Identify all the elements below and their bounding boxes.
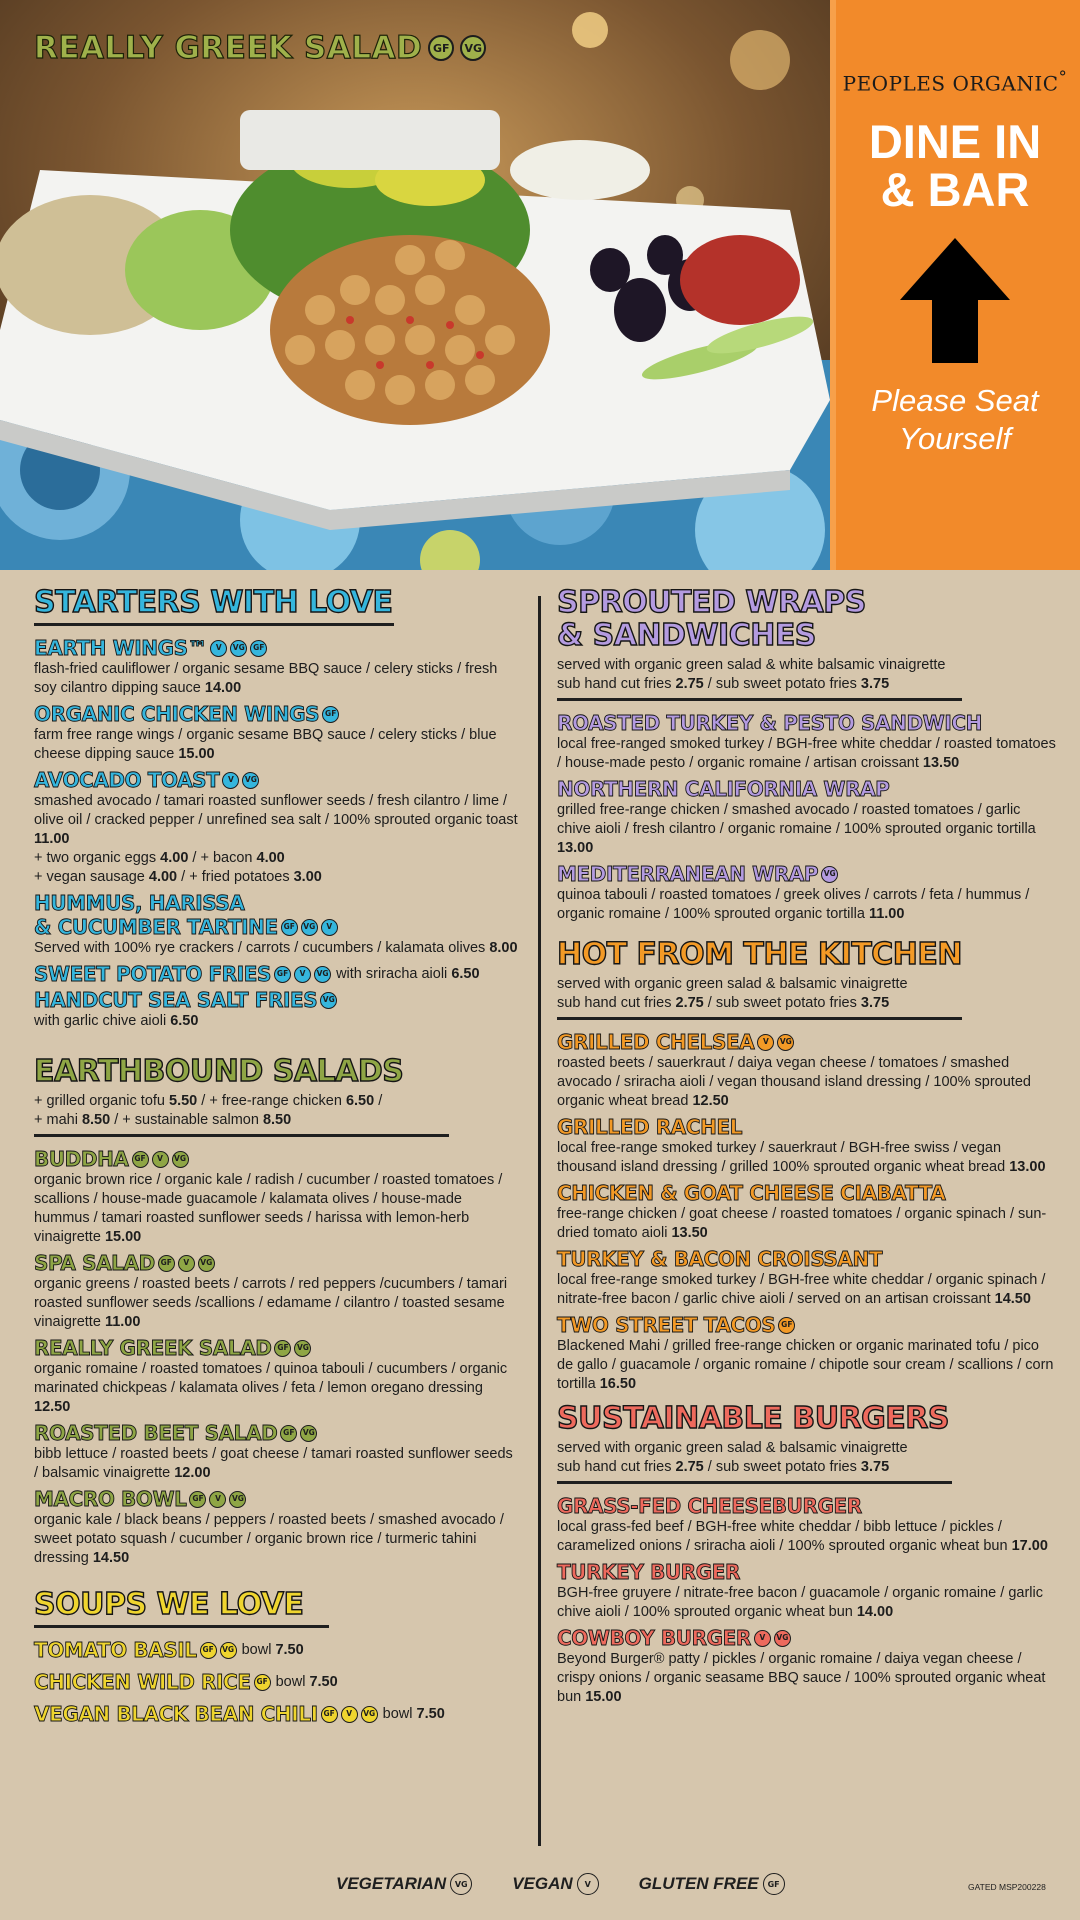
item-name: HUMMUS, HARISSA bbox=[34, 891, 245, 915]
hero-title-text: REALLY GREEK SALAD bbox=[34, 30, 423, 66]
gluten-free-badge-icon: GF bbox=[132, 1151, 149, 1168]
item-description: organic greens / roasted beets / carrots / red peppers /cucumbers / tamari roasted sunflower seeds /scallions / edamame / cilantro / toasted sesame vinaigrette bbox=[34, 1276, 508, 1330]
item-price: 16.50 bbox=[599, 1376, 637, 1392]
item-price: 15.00 bbox=[585, 1689, 622, 1705]
section-title-burgers: SUSTAINABLE BURGERS bbox=[557, 1401, 949, 1436]
vegetarian-badge-icon: VG bbox=[450, 1873, 472, 1895]
vegan-badge-icon: V bbox=[152, 1151, 169, 1168]
item-name: TURKEY BURGER bbox=[557, 1560, 741, 1584]
right-column bbox=[557, 586, 1057, 1711]
gluten-free-badge-icon: GF bbox=[778, 1317, 795, 1334]
item-price: 8.00 bbox=[489, 940, 518, 956]
item-name: GRILLED RACHEL bbox=[557, 1115, 743, 1139]
menu-item-chicken-wild-rice bbox=[34, 1670, 519, 1694]
item-name: TURKEY & BACON CROISSANT bbox=[557, 1247, 883, 1271]
vegetarian-badge-icon: VG bbox=[314, 966, 331, 983]
menu-item-macro-bowl bbox=[34, 1487, 519, 1568]
hero-title bbox=[34, 30, 486, 66]
item-name: ROASTED BEET SALAD bbox=[34, 1421, 278, 1445]
seat-yourself-note: Please Seat Yourself bbox=[871, 383, 1039, 456]
section-title-wraps: SPROUTED WRAPS & SANDWICHES bbox=[557, 585, 866, 653]
section-intro: + grilled organic tofu 5.50 / + free-range chicken 6.50 / + mahi 8.50 / + sustainable salmon 8.50 bbox=[34, 1093, 383, 1128]
section-rule bbox=[34, 623, 394, 626]
item-name: GRILLED CHELSEA bbox=[557, 1030, 755, 1054]
item-description: Blackened Mahi / grilled free-range chicken or organic marinated tofu / pico de gallo / guacamole / organic romaine / chipotle sour cream / scallions / corn tortilla bbox=[557, 1338, 1054, 1392]
menu-item-roasted-beet-salad bbox=[34, 1421, 519, 1483]
item-price: 6.50 bbox=[451, 966, 480, 982]
item-name: NORTHERN CALIFORNIA WRAP bbox=[557, 777, 890, 801]
vegetarian-badge-icon: VG bbox=[220, 1642, 237, 1659]
item-description: flash-fried cauliflower / organic sesame BBQ sauce / celery sticks / fresh soy cilantro dipping sauce bbox=[34, 661, 498, 696]
section-rule bbox=[557, 698, 962, 701]
gluten-free-badge-icon: GF bbox=[763, 1873, 785, 1895]
item-description: free-range chicken / goat cheese / roasted tomatoes / organic spinach / sun-dried tomato aioli bbox=[557, 1206, 1047, 1241]
item-price: 13.50 bbox=[922, 755, 960, 771]
item-description: grilled free-range chicken / smashed avocado / roasted tomatoes / garlic chive aioli / fresh cilantro / organic romaine / 100% sprouted organic tortilla bbox=[557, 802, 1036, 837]
hero-photo bbox=[0, 0, 830, 570]
item-description: organic kale / black beans / peppers / roasted beets / smashed avocado / sweet potato squash / cucumber / organic brown rice / turmeric tahini dressing bbox=[34, 1512, 504, 1566]
item-price: 17.00 bbox=[1011, 1538, 1048, 1554]
vegan-badge-icon: V bbox=[210, 640, 227, 657]
item-description: BGH-free gruyere / nitrate-free bacon / guacamole / organic romaine / garlic chive aioli / 100% sprouted organic wheat bun bbox=[557, 1585, 1043, 1620]
menu-item-cowboy-burger bbox=[557, 1626, 1057, 1707]
menu-item-turkey-burger bbox=[557, 1560, 1057, 1622]
menu-item-hummus-tartine bbox=[34, 891, 519, 958]
vegan-badge-icon: V bbox=[757, 1034, 774, 1051]
section-title-salads: EARTHBOUND SALADS bbox=[34, 1054, 404, 1089]
item-name: CHICKEN & GOAT CHEESE CIABATTA bbox=[557, 1181, 946, 1205]
item-name: MACRO BOWL bbox=[34, 1487, 187, 1511]
section-title-starters: STARTERS WITH LOVE bbox=[34, 585, 393, 620]
item-description: with garlic chive aioli bbox=[34, 1013, 167, 1029]
diet-legend bbox=[336, 1873, 785, 1895]
item-price: 13.00 bbox=[557, 840, 594, 856]
dine-in-panel bbox=[830, 0, 1080, 570]
menu-item-sweet-potato-fries bbox=[34, 962, 519, 986]
item-description: local free-ranged smoked turkey / BGH-free white cheddar / roasted tomatoes / house-made pesto / organic romaine / artisan croissant bbox=[557, 736, 1056, 771]
vegan-badge-icon: V bbox=[209, 1491, 226, 1508]
item-price: 11.00 bbox=[104, 1314, 141, 1330]
item-name: COWBOY BURGER bbox=[557, 1626, 751, 1650]
vegan-badge-icon: V bbox=[178, 1255, 195, 1272]
section-rule bbox=[557, 1481, 952, 1484]
item-price: 7.50 bbox=[309, 1674, 338, 1690]
item-price: 12.50 bbox=[692, 1093, 729, 1109]
item-price: 14.50 bbox=[994, 1291, 1031, 1307]
gluten-free-badge-icon: GF bbox=[281, 919, 298, 936]
menu-item-handcut-fries bbox=[34, 988, 519, 1031]
vegetarian-badge-icon: VG bbox=[460, 35, 486, 61]
item-name: TWO STREET TACOS bbox=[557, 1313, 776, 1337]
menu-item-turkey-pesto-sandwich bbox=[557, 711, 1057, 773]
legend-gluten-free: GLUTEN FREE GF bbox=[639, 1873, 785, 1895]
vegetarian-badge-icon: VG bbox=[821, 866, 838, 883]
item-description: local free-range smoked turkey / sauerkraut / BGH-free swiss / vegan thousand island dressing / grilled 100% sprouted organic wheat bread bbox=[557, 1140, 1006, 1175]
vegetarian-badge-icon: VG bbox=[777, 1034, 794, 1051]
item-price: 11.00 bbox=[34, 831, 70, 847]
item-name: ORGANIC CHICKEN WINGS bbox=[34, 702, 320, 726]
vegetarian-badge-icon: VG bbox=[774, 1630, 791, 1647]
item-description: bowl bbox=[275, 1674, 306, 1690]
menu-item-earth-wings bbox=[34, 636, 519, 698]
item-name: TOMATO BASIL bbox=[34, 1638, 197, 1662]
item-description: with sriracha aioli bbox=[336, 966, 448, 982]
addon: + vegan sausage bbox=[34, 869, 145, 885]
column-divider bbox=[538, 596, 541, 1846]
item-name: REALLY GREEK SALAD bbox=[34, 1336, 272, 1360]
gluten-free-badge-icon: GF bbox=[274, 966, 291, 983]
item-name: EARTH WINGS™ bbox=[34, 636, 208, 660]
vegetarian-badge-icon: VG bbox=[301, 919, 318, 936]
menu-item-buddha bbox=[34, 1147, 519, 1247]
item-price: 7.50 bbox=[275, 1642, 304, 1658]
section-intro: served with organic green salad & balsamic vinaigrette sub hand cut fries 2.75 / sub sweet potato fries 3.75 bbox=[557, 976, 908, 1011]
item-description: smashed avocado / tamari roasted sunflower seeds / fresh cilantro / lime / olive oil / cracked pepper / unrefined sea salt / 100% sprouted organic toast bbox=[34, 793, 518, 828]
item-name: MEDITERRANEAN WRAP bbox=[557, 862, 819, 886]
menu-item-spa-salad bbox=[34, 1251, 519, 1332]
vegetarian-badge-icon: VG bbox=[242, 772, 259, 789]
menu-item-chicken-goat-cheese-ciabatta bbox=[557, 1181, 1057, 1243]
item-description: Served with 100% rye crackers / carrots / cucumbers / kalamata olives bbox=[34, 940, 486, 956]
gluten-free-badge-icon: GF bbox=[158, 1255, 175, 1272]
item-price: 14.00 bbox=[204, 680, 242, 696]
item-name: SWEET POTATO FRIES bbox=[34, 962, 272, 986]
item-name: CHICKEN WILD RICE bbox=[34, 1670, 251, 1694]
item-price: 12.00 bbox=[174, 1465, 211, 1481]
gluten-free-badge-icon: GF bbox=[428, 35, 454, 61]
item-name: & CUCUMBER TARTINE bbox=[34, 915, 278, 939]
menu-item-vegan-black-bean-chili bbox=[34, 1702, 519, 1726]
item-description: bowl bbox=[382, 1706, 413, 1722]
section-title-soups: SOUPS WE LOVE bbox=[34, 1587, 304, 1622]
item-price: 15.00 bbox=[178, 746, 215, 762]
gluten-free-badge-icon: GF bbox=[322, 706, 339, 723]
gluten-free-badge-icon: GF bbox=[200, 1642, 217, 1659]
item-description: bowl bbox=[241, 1642, 272, 1658]
vegan-badge-icon: V bbox=[341, 1706, 358, 1723]
section-title-kitchen: HOT FROM THE KITCHEN bbox=[557, 937, 963, 972]
gluten-free-badge-icon: GF bbox=[280, 1425, 297, 1442]
legend-vegan: VEGAN V bbox=[512, 1873, 598, 1895]
item-price: 13.50 bbox=[671, 1225, 708, 1241]
menu-item-mediterranean-wrap bbox=[557, 862, 1057, 924]
item-name: BUDDHA bbox=[34, 1147, 129, 1171]
addon: + two organic eggs bbox=[34, 850, 157, 866]
item-description: organic romaine / roasted tomatoes / quinoa tabouli / cucumbers / organic marinated chickpeas / kalamata olives / feta / lemon oregano dressing bbox=[34, 1361, 508, 1396]
item-name: AVOCADO TOAST bbox=[34, 768, 220, 792]
item-price: 11.00 bbox=[868, 906, 905, 922]
menu-item-two-street-tacos bbox=[557, 1313, 1057, 1394]
up-arrow-icon bbox=[900, 238, 1010, 363]
vegetarian-badge-icon: VG bbox=[300, 1425, 317, 1442]
left-column bbox=[34, 586, 519, 1726]
vegetarian-badge-icon: VG bbox=[320, 992, 337, 1009]
item-name: VEGAN BLACK BEAN CHILI bbox=[34, 1702, 318, 1726]
menu-item-tomato-basil bbox=[34, 1638, 519, 1662]
gluten-free-badge-icon: GF bbox=[321, 1706, 338, 1723]
vegetarian-badge-icon: VG bbox=[198, 1255, 215, 1272]
menu-item-avocado-toast: AVOCADO TOAST V VG smashed avocado / tamari roasted sunflower seeds / fresh cilantro / lime / olive oil / cracked pepper / unrefined sea salt / 100% sprouted organic toast 11.00 + two organic eggs 4.00 / + bacon 4.00 + vegan sausage 4.00 / + fried potatoes 3.00 bbox=[34, 768, 518, 885]
menu-item-organic-chicken-wings bbox=[34, 702, 519, 764]
menu-item-turkey-bacon-croissant bbox=[557, 1247, 1057, 1309]
item-description: local free-range smoked turkey / BGH-free white cheddar / organic spinach / nitrate-free bacon / garlic chive aioli / served on an artisan croissant bbox=[557, 1272, 1046, 1307]
section-intro: served with organic green salad & white balsamic vinaigrette sub hand cut fries 2.75 / sub sweet potato fries 3.75 bbox=[557, 657, 946, 692]
vegetarian-badge-icon: VG bbox=[361, 1706, 378, 1723]
item-description: local grass-fed beef / BGH-free white cheddar / bibb lettuce / pickles / caramelized onions / sriracha aioli / 100% sprouted organic wheat bun bbox=[557, 1519, 1008, 1554]
item-description: roasted beets / sauerkraut / daiya vegan cheese / tomatoes / smashed avocado / sriracha aioli / vegan thousand island dressing / 100% sprouted organic wheat bread bbox=[557, 1055, 1031, 1109]
gluten-free-badge-icon: GF bbox=[250, 640, 267, 657]
legend-vegetarian: VEGETARIAN VG bbox=[336, 1873, 472, 1895]
gluten-free-badge-icon: GF bbox=[254, 1674, 271, 1691]
item-price: 14.00 bbox=[856, 1604, 894, 1620]
vegetarian-badge-icon: VG bbox=[230, 640, 247, 657]
item-price: 6.50 bbox=[170, 1013, 199, 1029]
dine-in-heading: DINE IN & BAR bbox=[868, 115, 1042, 216]
salad-photo-illustration bbox=[0, 0, 830, 570]
item-price: 12.50 bbox=[34, 1399, 71, 1415]
item-price: 7.50 bbox=[416, 1706, 445, 1722]
item-description: organic brown rice / organic kale / radish / cucumber / roasted tomatoes / scallions / house-made guacamole / kalamata olives / house-made hummus / tamari roasted sunflower seeds / harissa with lemon-herb vinaigrette bbox=[34, 1172, 503, 1245]
menu-item-northern-california-wrap bbox=[557, 777, 1057, 858]
vegetarian-badge-icon: VG bbox=[294, 1340, 311, 1357]
vegan-badge-icon: V bbox=[754, 1630, 771, 1647]
section-rule bbox=[557, 1017, 962, 1020]
item-description: quinoa tabouli / roasted tomatoes / greek olives / carrots / feta / hummus / organic romaine / 100% sprouted organic tortilla bbox=[557, 887, 1030, 922]
vegetarian-badge-icon: VG bbox=[172, 1151, 189, 1168]
item-price: 15.00 bbox=[104, 1229, 142, 1245]
item-description: bibb lettuce / roasted beets / goat cheese / tamari roasted sunflower seeds / balsamic vinaigrette bbox=[34, 1446, 513, 1481]
item-name: ROASTED TURKEY & PESTO SANDWICH bbox=[557, 711, 982, 735]
print-code: GATED MSP200228 bbox=[968, 1882, 1046, 1892]
gluten-free-badge-icon: GF bbox=[189, 1491, 206, 1508]
vegan-badge-icon: V bbox=[294, 966, 311, 983]
item-description: Beyond Burger® patty / pickles / organic romaine / daiya vegan cheese / crispy onions / organic seasame BBQ sauce / 100% sprouted organic wheat bun bbox=[557, 1651, 1046, 1705]
item-name: GRASS-FED CHEESEBURGER bbox=[557, 1494, 862, 1518]
menu-item-really-greek-salad bbox=[34, 1336, 519, 1417]
vegan-badge-icon: V bbox=[222, 772, 239, 789]
vegetarian-badge-icon: VG bbox=[229, 1491, 246, 1508]
section-rule bbox=[34, 1625, 329, 1628]
vegan-badge-icon: V bbox=[577, 1873, 599, 1895]
item-price: 14.50 bbox=[92, 1550, 130, 1566]
section-rule bbox=[34, 1134, 449, 1137]
item-name: SPA SALAD bbox=[34, 1251, 155, 1275]
section-intro: served with organic green salad & balsamic vinaigrette sub hand cut fries 2.75 / sub sweet potato fries 3.75 bbox=[557, 1440, 908, 1475]
vegan-badge-icon: V bbox=[321, 919, 338, 936]
item-description: farm free range wings / organic sesame BBQ sauce / celery sticks / blue cheese dipping sauce bbox=[34, 727, 497, 762]
brand-logo: PEOPLES ORGANIC° bbox=[842, 68, 1068, 96]
menu-item-grilled-chelsea bbox=[557, 1030, 1057, 1111]
item-price: 13.00 bbox=[1009, 1159, 1046, 1175]
item-name: HANDCUT SEA SALT FRIES bbox=[34, 988, 318, 1012]
menu-item-grilled-rachel bbox=[557, 1115, 1057, 1177]
gluten-free-badge-icon: GF bbox=[274, 1340, 291, 1357]
menu-item-grass-fed-cheeseburger bbox=[557, 1494, 1057, 1556]
